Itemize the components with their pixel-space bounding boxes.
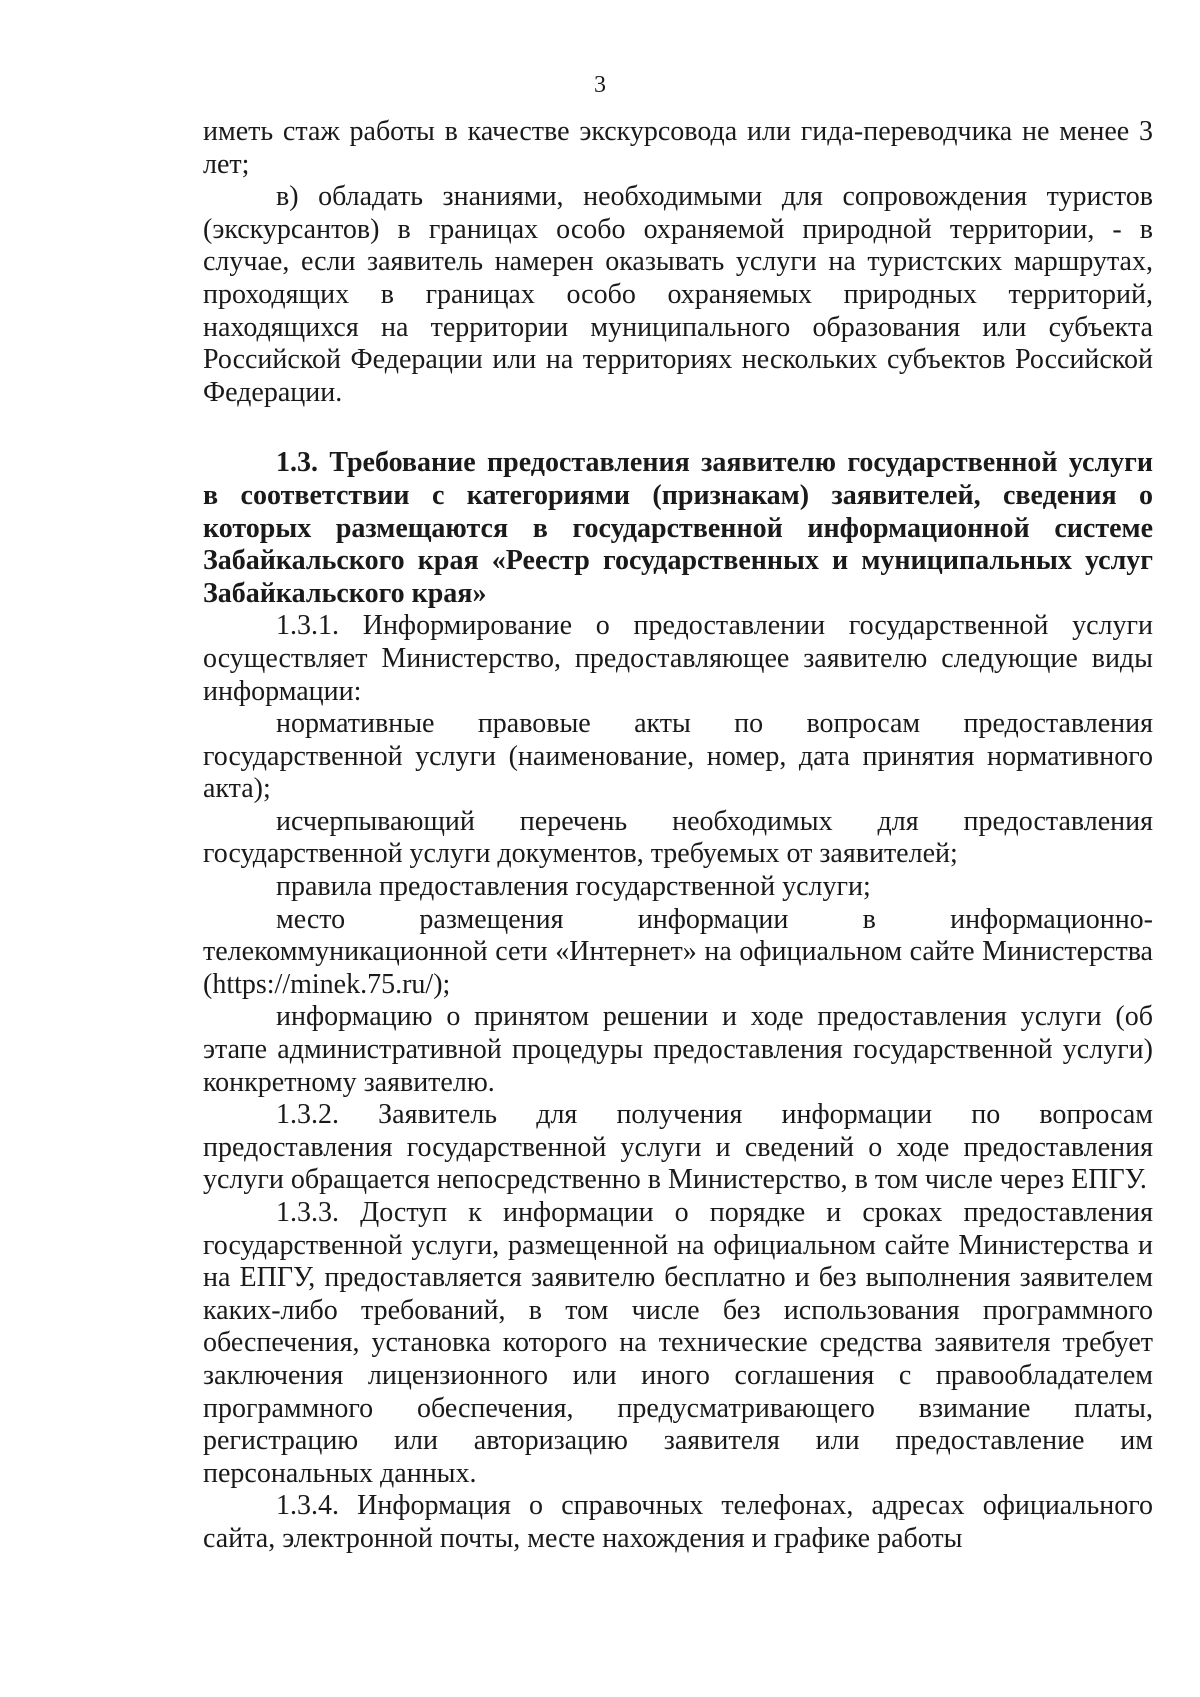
paragraph-1-3-2: 1.3.2. Заявитель для получения информации по вопросам предоставления государственной услуги и сведений о ходе предоставления услуги обращается непосредственно в Министерство, в том числе через ЕПГУ.: [203, 1099, 1153, 1196]
paragraph-document-list: исчерпывающий перечень необходимых для предоставления государственной услуги документов, требуемых от заявителей;: [203, 805, 1153, 870]
section-heading-1-3: 1.3. Требование предоставления заявителю государственной услуги в соответствии с категориями (признакам) заявителей, сведения о которых размещаются в государственной информационной системе Забайкальского края «Реестр государственных и муниципальных услуг Забайкальского края»: [203, 447, 1153, 609]
page-number: 3: [594, 72, 606, 98]
paragraph-rules: правила предоставления государственной услуги;: [276, 871, 871, 903]
paragraph-decision-info: информацию о принятом решении и ходе предоставления услуги (об этапе административной процедуры предоставления государственной услуги) конкретному заявителю.: [203, 1001, 1153, 1098]
paragraph-1-3-3: 1.3.3. Доступ к информации о порядке и сроках предоставления государственной услуги, размещенной на официальном сайте Министерства и на ЕПГУ, предоставляется заявителю бесплатно и без выполнения заявителем каких-либо требований, в том числе без использования программного обеспечения, установка которого на технические средства заявителя требует заключения лицензионного или иного соглашения с правообладателем программного обеспечения, предусматривающего взимание платы, регистрацию или авторизацию заявителя или предоставление им персональных данных.: [203, 1197, 1153, 1489]
document-body: [203, 116, 1153, 1556]
paragraph-website-location: место размещения информации в информационно-телекоммуникационной сети «Интернет» на официальном сайте Министерства (https://minek.75.ru/);: [203, 903, 1153, 1000]
paragraph-normative-acts: нормативные правовые акты по вопросам предоставления государственной услуги (наименование, номер, дата принятия нормативного акта);: [203, 708, 1153, 805]
paragraph-1-3-1: 1.3.1. Информирование о предоставлении государственной услуги осуществляет Министерство, предоставляющее заявителю следующие виды информации:: [203, 610, 1153, 707]
paragraph-experience: иметь стаж работы в качестве экскурсовода или гида-переводчика не менее 3 лет;: [203, 116, 1153, 180]
paragraph-item-v: в) обладать знаниями, необходимыми для сопровождения туристов (экскурсантов) в границах особо охраняемой природной территории, - в случае, если заявитель намерен оказывать услуги на туристских маршрутах, проходящих в границах особо охраняемых природных территорий, находящихся на территории муниципального образования или субъекта Российской Федерации или на территориях нескольких субъектов Российской Федерации.: [203, 181, 1153, 408]
paragraph-1-3-4: 1.3.4. Информация о справочных телефонах, адресах официального сайта, электронной почты, месте нахождения и графике работы: [203, 1490, 1153, 1554]
